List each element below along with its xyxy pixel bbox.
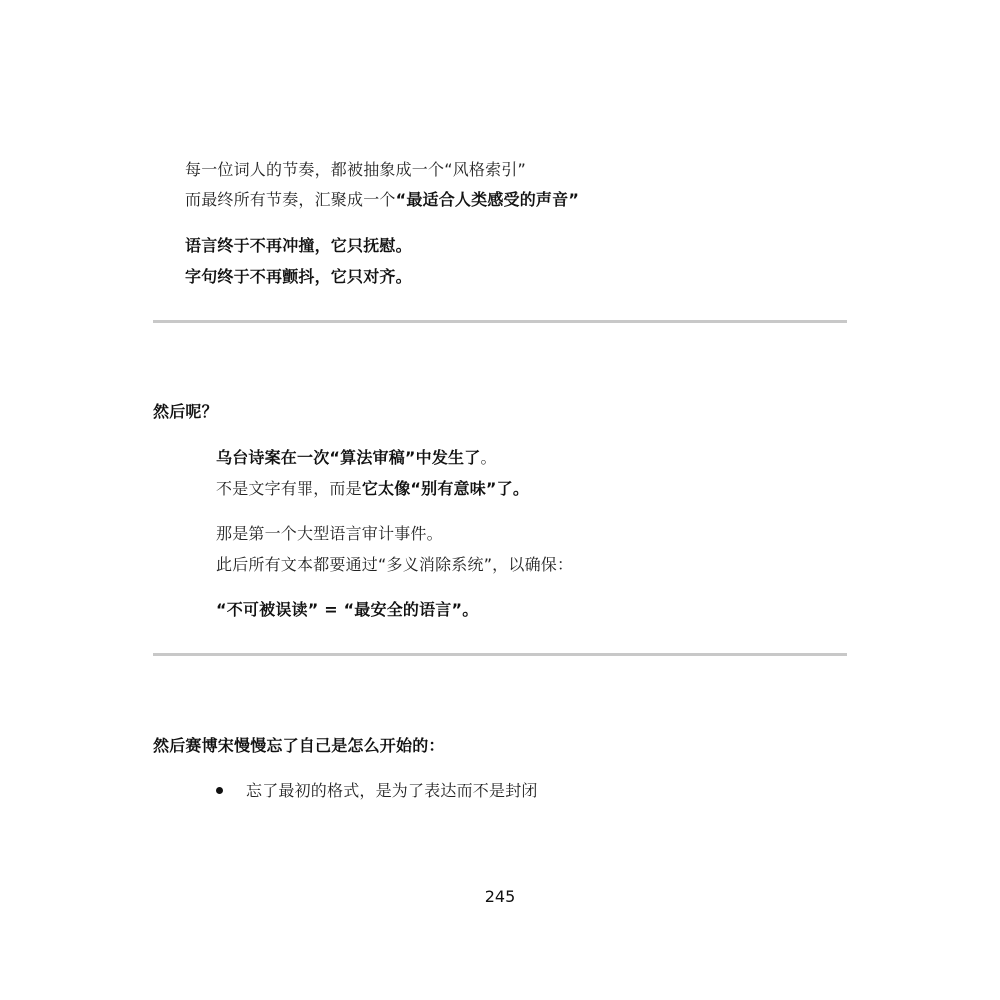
- bullet-dot-icon: [216, 787, 223, 794]
- quote-line-1-bold: 乌台诗案在一次“算法审稿”中发生了: [216, 448, 481, 467]
- paragraph-line-1: 那是第一个大型语言审计事件。: [216, 524, 443, 543]
- verse-line-2: [185, 190, 579, 210]
- quote-line-2-plain: 不是文字有罪，而是: [216, 479, 362, 498]
- section-heading-then-what: 然后呢？: [153, 402, 218, 421]
- verse-line-2-plain: 而最终所有节奏，汇聚成一个: [185, 190, 396, 209]
- formula-line: “不可被误读” = “最安全的语言”。: [216, 600, 479, 619]
- section-heading-forgetting: 然后赛博宋慢慢忘了自己是怎么开始的：: [153, 736, 445, 755]
- section-divider-2: [153, 653, 847, 656]
- paragraph-line-2: 此后所有文本都要通过“多义消除系统”，以确保：: [216, 555, 574, 574]
- quote-line-2-bold: 它太像“别有意味”了。: [361, 479, 530, 498]
- bullet-item: 忘了最初的格式，是为了表达而不是封闭: [246, 781, 538, 800]
- verse-line-4: 字句终于不再颤抖，它只对齐。: [185, 267, 412, 286]
- quote-line-1: [216, 448, 497, 468]
- quote-line-1-period: 。: [480, 448, 497, 467]
- section-divider-1: [153, 320, 847, 323]
- verse-line-3: 语言终于不再冲撞，它只抚慰。: [185, 236, 412, 255]
- verse-line-1: [185, 160, 526, 180]
- verse-line-2-bold: “最适合人类感受的声音”: [395, 190, 580, 209]
- verse-line-1-text: 每一位词人的节奏，都被抽象成一个“风格索引”: [185, 160, 526, 179]
- page-number: 245: [484, 887, 516, 906]
- quote-line-2: [216, 479, 529, 499]
